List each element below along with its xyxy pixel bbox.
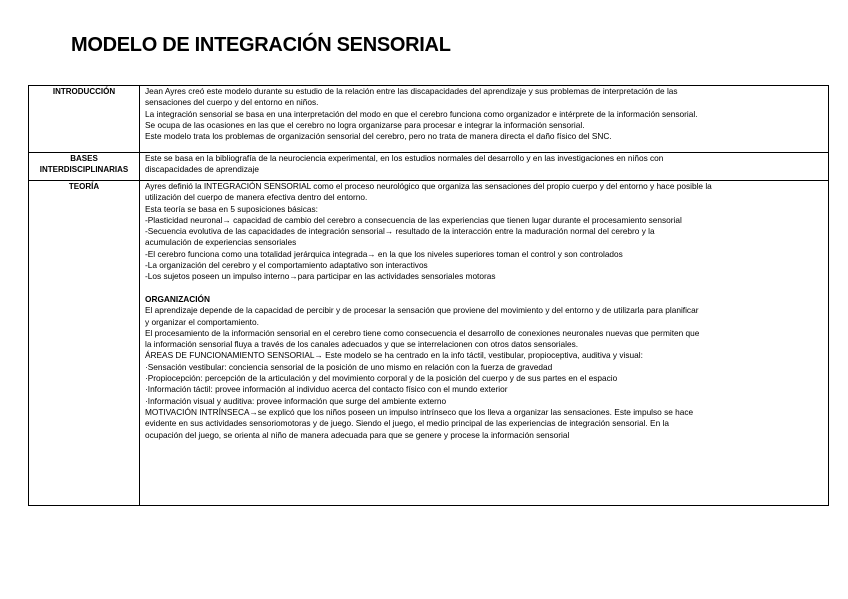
text-line: ocupación del juego, se orienta al niño de manera adecuada para que se genere y procese la información sensorial: [145, 429, 570, 440]
table-row-teoria: [29, 181, 829, 506]
row-content-bases: [140, 153, 829, 181]
text-line: acumulación de experiencias sensoriales: [145, 237, 297, 248]
text-line: Esta teoría se basa en 5 suposiciones básicas:: [145, 203, 318, 214]
content-table: [28, 85, 829, 506]
text-line: -El cerebro funciona como una totalidad jerárquica integrada→ en la que los niveles superiores toman el control y son controlados: [145, 248, 623, 259]
text-line: discapacidades de aprendizaje: [145, 164, 259, 175]
text-line: ·Sensación vestibular: conciencia sensorial de la posición de uno mismo en relación con la fuerza de gravedad: [145, 361, 553, 372]
row-label-bases: [29, 153, 140, 181]
table-row-bases: [29, 153, 829, 181]
text-line: ·Propiocepción: percepción de la articulación y del movimiento corporal y de la posición del cuerpo y de sus partes en el espacio: [145, 373, 618, 384]
text-line: Ayres definió la INTEGRACIÓN SENSORIAL como el proceso neurológico que organiza las sensaciones del propio cuerpo y del entorno y hace posible la: [145, 181, 712, 191]
text-line: Jean Ayres creó este modelo durante su estudio de la relación entre las discapacidades del aprendizaje y sus problemas de interpretación de las: [145, 86, 678, 96]
label-line: INTERDISCIPLINARIAS: [39, 165, 129, 175]
row-label-teoria: TEORÍA: [29, 181, 140, 506]
text-line: La integración sensorial se basa en una interpretación del modo en que el cerebro funciona como organizador e intérprete de la información sensorial.: [145, 108, 698, 119]
page-title: MODELO DE INTEGRACIÓN SENSORIAL: [71, 34, 451, 56]
text-line: -La organización del cerebro y el comportamiento adaptativo son interactivos: [145, 260, 428, 271]
text-line: -Los sujetos poseen un impulso interno→para participar en las actividades sensoriales motoras: [145, 271, 496, 282]
text-line: la información sensorial fluya a través de los canales adecuados y que se interrelacionen con otros datos sensoriales.: [145, 339, 579, 350]
text-line: ·Información visual y auditiva: provee información que surge del ambiente externo: [145, 395, 447, 406]
text-line: MOTIVACIÓN INTRÍNSECA→se explicó que los niños poseen un impulso intrínseco que los lleva a organizar las sensaciones. Este impulso se hace: [145, 406, 694, 417]
text-line: -Secuencia evolutiva de las capacidades de integración sensorial→ resultado de la interacción entre la maduración normal del cerebro y la: [145, 226, 655, 237]
text-line: y organizar el comportamiento.: [145, 316, 259, 327]
text-line: Este modelo trata los problemas de organización sensorial del cerebro, pero no trata de manera directa el daño físico del SNC.: [145, 131, 612, 142]
text-line: El procesamiento de la información sensorial en el cerebro tiene como consecuencia el desarrollo de conexiones neuronales nuevas que permiten que: [145, 327, 700, 338]
text-line: utilización del cuerpo de manera efectiva dentro del entorno.: [145, 192, 368, 203]
text-line: ÁREAS DE FUNCIONAMIENTO SENSORIAL→ Este modelo se ha centrado en la info táctil, vestibular, propioceptiva, auditiva y visual:: [145, 350, 643, 361]
text-line: ·Información táctil: provee información al individuo acerca del contacto físico con el mundo exterior: [145, 384, 508, 395]
text-line: evidente en sus actividades sensoriomotoras y de juego. Siendo el juego, el medio principal de las experiencias de integración sensorial. En la: [145, 418, 669, 429]
table-row-introduccion: [29, 86, 829, 153]
text-line: Se ocupa de las ocasiones en las que el cerebro no logra organizarse para procesar e integrar la información sensorial.: [145, 119, 585, 130]
label-line: BASES: [70, 154, 98, 163]
row-content-teoria: [140, 181, 829, 506]
row-label-introduccion: INTRODUCCIÓN: [29, 86, 140, 153]
text-line: -Plasticidad neuronal→ capacidad de cambio del cerebro a consecuencia de las experiencias que tienen lugar durante el procesamiento sensorial: [145, 214, 682, 225]
text-line: Este se basa en la bibliografía de la neurociencia experimental, en los estudios normales del desarrollo y en las investigaciones en niños con: [145, 153, 664, 163]
spacer: [145, 283, 825, 294]
text-line: El aprendizaje depende de la capacidad de percibir y de procesar la sensación que proviene del movimiento y del entorno y de utilizarla para planificar: [145, 305, 699, 316]
section-heading: ORGANIZACIÓN: [145, 293, 210, 304]
row-content-introduccion: [140, 86, 829, 153]
text-line: sensaciones del cuerpo y del entorno en niños.: [145, 97, 319, 108]
